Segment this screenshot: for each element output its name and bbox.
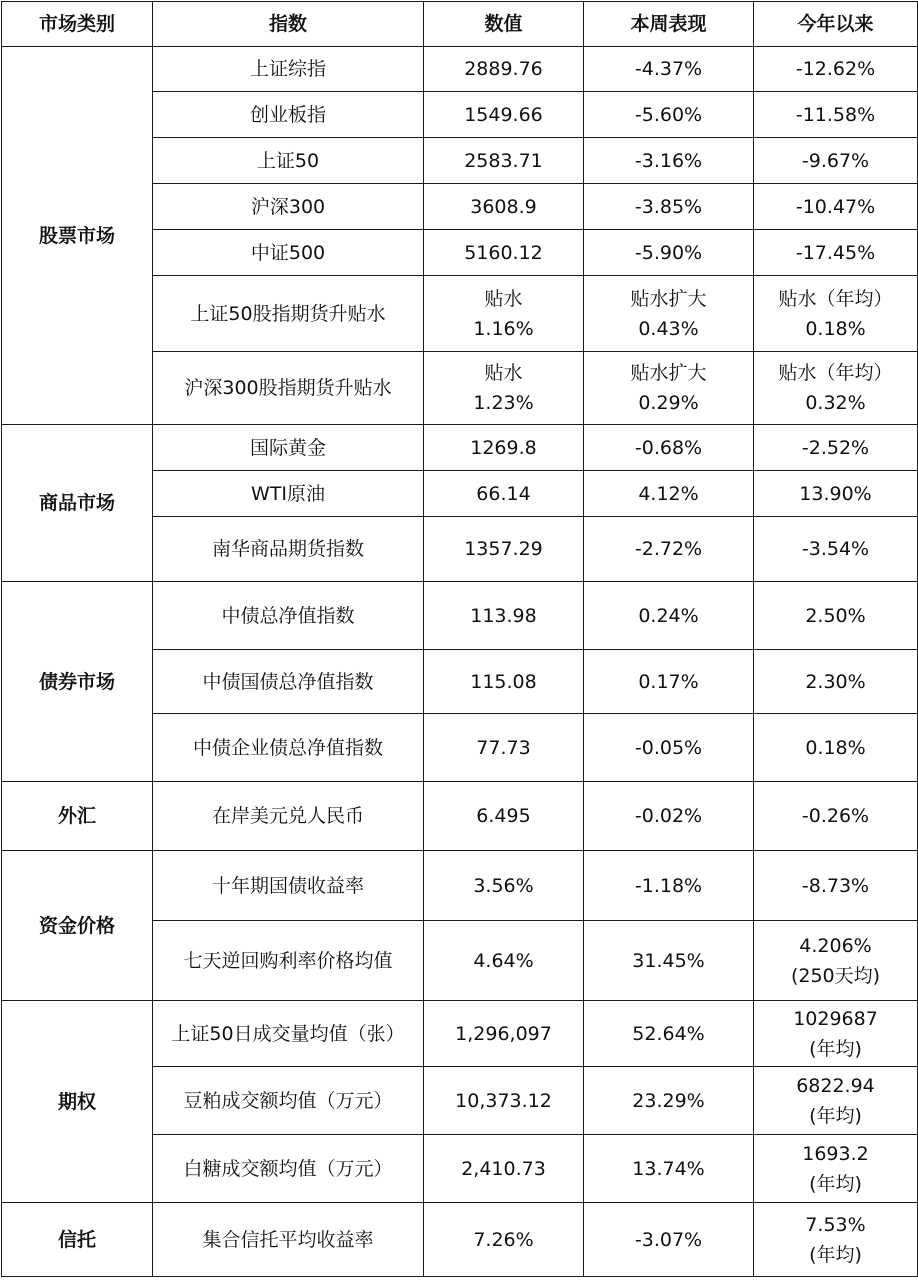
week-line: 贴水扩大 [630, 362, 707, 384]
ytd-line: (年均) [809, 1243, 862, 1266]
table-row [2, 47, 918, 92]
value-cell [424, 1203, 584, 1277]
ytd-line: 0.18% [805, 317, 866, 340]
ytd-cell [754, 47, 918, 92]
week-cell [584, 921, 754, 1001]
week-line: 31.45% [632, 949, 705, 972]
index-name-cell: 上证50股指期货升贴水 [153, 276, 424, 352]
ytd-cell [754, 1001, 918, 1067]
value-line: 贴水 [484, 287, 523, 310]
market-summary-table [1, 1, 918, 1277]
week-line: 0.24% [638, 604, 699, 627]
value-cell [424, 921, 584, 1001]
index-name-cell: 在岸美元兑人民币 [153, 782, 424, 851]
week-line: 23.29% [632, 1089, 705, 1112]
ytd-cell [754, 425, 918, 471]
index-name-cell: 集合信托平均收益率 [153, 1203, 424, 1277]
ytd-line: 2.30% [805, 670, 866, 693]
week-line: 13.74% [632, 1157, 705, 1180]
category-cell: 外汇 [2, 782, 153, 851]
value-line: 115.08 [470, 670, 537, 693]
index-name-cell: 国际黄金 [153, 425, 424, 471]
ytd-cell [754, 1067, 918, 1135]
ytd-cell [754, 352, 918, 425]
ytd-cell [754, 184, 918, 230]
index-name-cell: 十年期国债收益率 [153, 851, 424, 921]
week-cell [584, 782, 754, 851]
ytd-line: 贴水（年均） [778, 287, 893, 310]
value-line: 10,373.12 [455, 1089, 552, 1112]
index-name-cell: 上证50 [153, 138, 424, 184]
value-cell [424, 782, 584, 851]
index-name-cell: 上证50日成交量均值（张） [153, 1001, 424, 1067]
ytd-line: 0.18% [805, 736, 866, 759]
index-name-cell: 中证500 [153, 230, 424, 276]
value-line: 1,296,097 [455, 1022, 552, 1045]
value-line: 66.14 [476, 482, 531, 505]
category-cell: 期权 [2, 1001, 153, 1203]
value-line: 1.16% [473, 317, 534, 340]
week-cell [584, 1135, 754, 1203]
week-cell [584, 471, 754, 517]
week-line: -0.02% [634, 805, 703, 827]
week-line: -0.68% [634, 436, 703, 459]
value-cell [424, 276, 584, 352]
value-cell [424, 425, 584, 471]
value-cell [424, 47, 584, 92]
index-name-cell: 中债总净值指数 [153, 582, 424, 650]
ytd-cell [754, 921, 918, 1001]
value-cell [424, 184, 584, 230]
header-category: 市场类别 [2, 2, 153, 47]
ytd-line: -3.54% [801, 538, 870, 560]
week-line: -2.72% [634, 538, 703, 560]
category-cell: 信托 [2, 1203, 153, 1277]
index-name-cell: 白糖成交额均值（万元） [153, 1135, 424, 1203]
week-cell [584, 230, 754, 276]
category-cell: 资金价格 [2, 851, 153, 1001]
table-row [2, 782, 918, 851]
value-line: 6.495 [476, 805, 531, 827]
week-line: 0.43% [638, 317, 699, 340]
category-cell: 股票市场 [2, 47, 153, 425]
week-line: -5.60% [634, 103, 703, 126]
week-line: 52.64% [632, 1022, 705, 1045]
ytd-cell [754, 650, 918, 714]
ytd-line: -10.47% [795, 195, 876, 218]
week-line: -3.85% [634, 195, 703, 218]
week-cell [584, 47, 754, 92]
week-cell [584, 138, 754, 184]
ytd-line: -11.58% [795, 103, 876, 126]
ytd-cell [754, 1203, 918, 1277]
value-line: 5160.12 [464, 241, 543, 264]
week-cell [584, 1067, 754, 1135]
value-cell [424, 517, 584, 582]
category-cell: 商品市场 [2, 425, 153, 582]
ytd-line: 0.32% [805, 392, 866, 414]
ytd-line: -0.26% [801, 805, 870, 827]
ytd-line: -12.62% [795, 58, 876, 80]
value-line: 2583.71 [464, 149, 543, 172]
value-line: 3.56% [473, 874, 534, 897]
index-name-cell: 创业板指 [153, 92, 424, 138]
value-line: 1549.66 [464, 103, 543, 126]
ytd-cell [754, 582, 918, 650]
value-line: 4.64% [473, 949, 534, 972]
value-line: 1357.29 [464, 538, 543, 560]
week-cell [584, 352, 754, 425]
week-line: 4.12% [638, 482, 699, 505]
ytd-line: 13.90% [799, 482, 872, 505]
value-line: 77.73 [476, 736, 531, 759]
week-line: -5.90% [634, 241, 703, 264]
week-line: 0.17% [638, 670, 699, 693]
header-index: 指数 [153, 2, 424, 47]
value-cell [424, 714, 584, 782]
week-cell [584, 184, 754, 230]
value-cell [424, 1135, 584, 1203]
value-cell [424, 352, 584, 425]
value-line: 113.98 [470, 604, 537, 627]
ytd-cell [754, 782, 918, 851]
table-row [2, 1001, 918, 1067]
value-cell [424, 1067, 584, 1135]
ytd-line: 4.206% [799, 934, 872, 957]
ytd-cell [754, 92, 918, 138]
category-cell: 债券市场 [2, 582, 153, 782]
ytd-line: 贴水（年均） [778, 362, 893, 384]
index-name-cell: 上证综指 [153, 47, 424, 92]
table-row [2, 582, 918, 650]
ytd-line: -2.52% [801, 436, 870, 459]
week-cell [584, 714, 754, 782]
week-line: -4.37% [634, 58, 703, 80]
ytd-cell [754, 714, 918, 782]
table-row [2, 425, 918, 471]
value-cell [424, 851, 584, 921]
value-line: 2889.76 [464, 58, 543, 80]
week-cell [584, 92, 754, 138]
ytd-cell [754, 517, 918, 582]
value-cell [424, 650, 584, 714]
index-name-cell: 中债国债总净值指数 [153, 650, 424, 714]
ytd-line: -8.73% [801, 874, 870, 897]
header-value: 数值 [424, 2, 584, 47]
ytd-line: (年均) [809, 1172, 862, 1195]
week-cell [584, 425, 754, 471]
value-line: 1.23% [473, 392, 534, 414]
week-cell [584, 1001, 754, 1067]
week-line: 0.29% [638, 392, 699, 414]
value-line: 2,410.73 [461, 1157, 546, 1180]
index-name-cell: 沪深300 [153, 184, 424, 230]
week-line: -1.18% [634, 874, 703, 897]
index-name-cell: 沪深300股指期货升贴水 [153, 352, 424, 425]
week-cell [584, 1203, 754, 1277]
value-line: 贴水 [484, 362, 523, 384]
ytd-cell [754, 851, 918, 921]
value-cell [424, 582, 584, 650]
week-line: -3.16% [634, 149, 703, 172]
value-line: 1269.8 [470, 436, 537, 459]
index-name-cell: WTI原油 [153, 471, 424, 517]
ytd-line: 1693.2 [802, 1142, 869, 1165]
ytd-cell [754, 276, 918, 352]
value-cell [424, 471, 584, 517]
ytd-line: 1029687 [793, 1007, 878, 1030]
ytd-line: 7.53% [805, 1213, 866, 1236]
index-name-cell: 七天逆回购利率价格均值 [153, 921, 424, 1001]
week-cell [584, 276, 754, 352]
value-cell [424, 1001, 584, 1067]
header-week: 本周表现 [584, 2, 754, 47]
ytd-cell [754, 138, 918, 184]
ytd-line: (年均) [809, 1104, 862, 1127]
ytd-cell [754, 230, 918, 276]
week-cell [584, 582, 754, 650]
ytd-line: -17.45% [795, 241, 876, 264]
ytd-line: 6822.94 [796, 1074, 875, 1097]
week-line: -3.07% [634, 1228, 703, 1251]
header-row [2, 2, 918, 47]
index-name-cell: 中债企业债总净值指数 [153, 714, 424, 782]
value-cell [424, 92, 584, 138]
index-name-cell: 豆粕成交额均值（万元） [153, 1067, 424, 1135]
ytd-cell [754, 1135, 918, 1203]
value-cell [424, 138, 584, 184]
week-line: -0.05% [634, 736, 703, 759]
week-cell [584, 851, 754, 921]
header-ytd: 今年以来 [754, 2, 918, 47]
value-cell [424, 230, 584, 276]
ytd-line: (250天均) [790, 964, 881, 987]
table-row [2, 851, 918, 921]
ytd-line: -9.67% [801, 149, 870, 172]
week-line: 贴水扩大 [630, 287, 707, 310]
ytd-cell [754, 471, 918, 517]
value-line: 3608.9 [470, 195, 537, 218]
table-row [2, 1203, 918, 1277]
week-cell [584, 517, 754, 582]
ytd-line: (年均) [809, 1037, 862, 1060]
ytd-line: 2.50% [805, 604, 866, 627]
week-cell [584, 650, 754, 714]
table-body [2, 47, 918, 1277]
value-line: 7.26% [473, 1228, 534, 1251]
index-name-cell: 南华商品期货指数 [153, 517, 424, 582]
